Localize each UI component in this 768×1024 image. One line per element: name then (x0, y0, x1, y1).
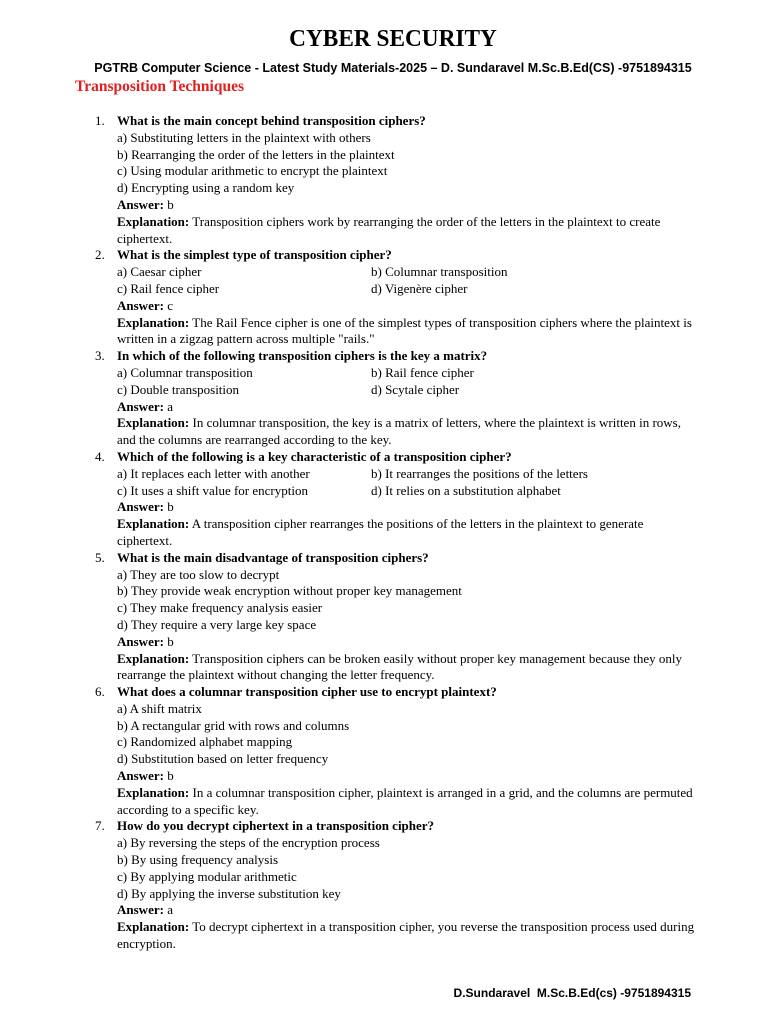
question-number: 3. (95, 348, 105, 364)
question-text: What is the simplest type of transposition cipher? (117, 247, 392, 263)
answer-label: Answer: (117, 768, 164, 784)
explanation-line (117, 516, 695, 550)
option-b: b) By using frequency analysis (117, 852, 279, 868)
option-d: d) Scytale cipher (371, 381, 460, 397)
explanation-label: Explanation: (117, 784, 190, 800)
explanation-text: To decrypt ciphertext in a transposition cipher, you reverse the transposition process used during encryption. (117, 919, 695, 952)
question-item (95, 247, 695, 348)
question-list (95, 113, 695, 953)
option-list (117, 701, 695, 768)
answer-line (117, 768, 695, 785)
answer-value: a (167, 398, 173, 414)
explanation-text: In columnar transposition, the key is a matrix of letters, where the plaintext is written in rows, and the columns are rearranged according to the key. (117, 415, 681, 448)
question-item (95, 113, 695, 247)
question-number: 5. (95, 549, 105, 565)
explanation-line (117, 651, 695, 685)
explanation-line (117, 214, 695, 248)
option-a: a) By reversing the steps of the encryption process (117, 835, 380, 851)
option-list (117, 264, 695, 298)
question-text: How do you decrypt ciphertext in a transposition cipher? (117, 818, 435, 834)
answer-line (117, 399, 695, 416)
option-a: a) A shift matrix (117, 700, 202, 716)
explanation-text: Transposition ciphers work by rearranging the order of the letters in the plaintext to create ciphertext. (117, 213, 661, 246)
section-title: Transposition Techniques (75, 78, 244, 95)
option-b: b) Rail fence cipher (371, 364, 474, 380)
explanation-label: Explanation: (117, 919, 190, 935)
answer-label: Answer: (117, 902, 164, 918)
answer-value: a (167, 902, 173, 918)
option-d: d) Substitution based on letter frequency (117, 751, 329, 767)
explanation-text: The Rail Fence cipher is one of the simplest types of transposition ciphers where the plaintext is written in a zigzag pattern across multiple "rails." (117, 314, 692, 347)
answer-line (117, 902, 695, 919)
question-number: 6. (95, 684, 105, 700)
option-d: d) They require a very large key space (117, 616, 317, 632)
answer-value: b (167, 196, 174, 212)
question-item (95, 549, 695, 684)
option-c: c) Double transposition (117, 381, 240, 397)
answer-label: Answer: (117, 633, 164, 649)
option-list (117, 567, 695, 634)
page-footer: D.Sundaravel M.Sc.B.Ed(cs) -9751894315 (453, 986, 691, 1000)
option-a: a) It replaces each letter with another (117, 465, 310, 481)
option-list (117, 130, 695, 197)
option-list (117, 365, 695, 399)
option-b: b) They provide weak encryption without proper key management (117, 583, 462, 599)
option-b: b) A rectangular grid with rows and columns (117, 717, 350, 733)
answer-label: Answer: (117, 398, 164, 414)
answer-value: b (167, 768, 174, 784)
answer-value: b (167, 499, 174, 515)
option-a: a) They are too slow to decrypt (117, 566, 280, 582)
answer-value: c (167, 297, 173, 313)
explanation-label: Explanation: (117, 516, 190, 532)
question-text: In which of the following transposition ciphers is the key a matrix? (117, 348, 488, 364)
option-d: d) It relies on a substitution alphabet (371, 482, 561, 498)
answer-line (117, 298, 695, 315)
option-c: c) Rail fence cipher (117, 280, 220, 296)
question-item (95, 818, 695, 952)
option-c: c) Using modular arithmetic to encrypt the plaintext (117, 163, 388, 179)
question-text: Which of the following is a key characteristic of a transposition cipher? (117, 448, 512, 464)
explanation-text: Transposition ciphers can be broken easily without proper key management because they only rearrange the plaintext without changing the letter frequency. (117, 650, 683, 683)
answer-label: Answer: (117, 297, 164, 313)
option-b: b) Rearranging the order of the letters in the plaintext (117, 146, 395, 162)
option-b: b) It rearranges the positions of the letters (371, 465, 588, 481)
explanation-text: In a columnar transposition cipher, plaintext is arranged in a grid, and the columns are permuted according to a specific key. (117, 784, 693, 817)
page-title: CYBER SECURITY (289, 26, 497, 52)
explanation-label: Explanation: (117, 650, 190, 666)
explanation-line (117, 785, 695, 819)
question-item (95, 684, 695, 818)
explanation-line (117, 919, 695, 953)
explanation-label: Explanation: (117, 213, 190, 229)
option-list (117, 835, 695, 902)
answer-label: Answer: (117, 196, 164, 212)
answer-line (117, 634, 695, 651)
option-c: c) It uses a shift value for encryption (117, 482, 308, 498)
question-number: 4. (95, 448, 105, 464)
question-number: 2. (95, 247, 105, 263)
option-c: c) Randomized alphabet mapping (117, 734, 293, 750)
explanation-text: A transposition cipher rearranges the positions of the letters in the plaintext to generate ciphertext. (117, 516, 644, 548)
explanation-label: Explanation: (117, 415, 190, 431)
question-number: 7. (95, 818, 105, 834)
option-c: c) By applying modular arithmetic (117, 868, 297, 884)
question-item (95, 348, 695, 449)
option-a: a) Substituting letters in the plaintext with others (117, 129, 371, 145)
explanation-label: Explanation: (117, 314, 190, 330)
question-text: What is the main disadvantage of transposition ciphers? (117, 549, 429, 565)
option-a: a) Caesar cipher (117, 264, 202, 280)
answer-line (117, 499, 695, 516)
option-d: d) Vigenère cipher (371, 280, 468, 296)
explanation-line (117, 315, 695, 349)
question-item (95, 448, 695, 550)
explanation-line (117, 415, 695, 449)
option-a: a) Columnar transposition (117, 364, 253, 380)
option-c: c) They make frequency analysis easier (117, 600, 323, 616)
answer-label: Answer: (117, 499, 164, 515)
question-text: What does a columnar transposition cipher use to encrypt plaintext? (117, 684, 497, 700)
answer-line (117, 197, 695, 214)
question-number: 1. (95, 113, 105, 128)
question-text: What is the main concept behind transposition ciphers? (117, 113, 426, 128)
option-d: d) By applying the inverse substitution key (117, 885, 341, 901)
answer-value: b (167, 633, 174, 649)
page-subtitle: PGTRB Computer Science - Latest Study Materials-2025 – D. Sundaravel M.Sc.B.Ed(CS) -9751894315 (94, 61, 692, 75)
option-d: d) Encrypting using a random key (117, 180, 295, 196)
option-list (117, 466, 695, 500)
option-b: b) Columnar transposition (371, 264, 508, 280)
